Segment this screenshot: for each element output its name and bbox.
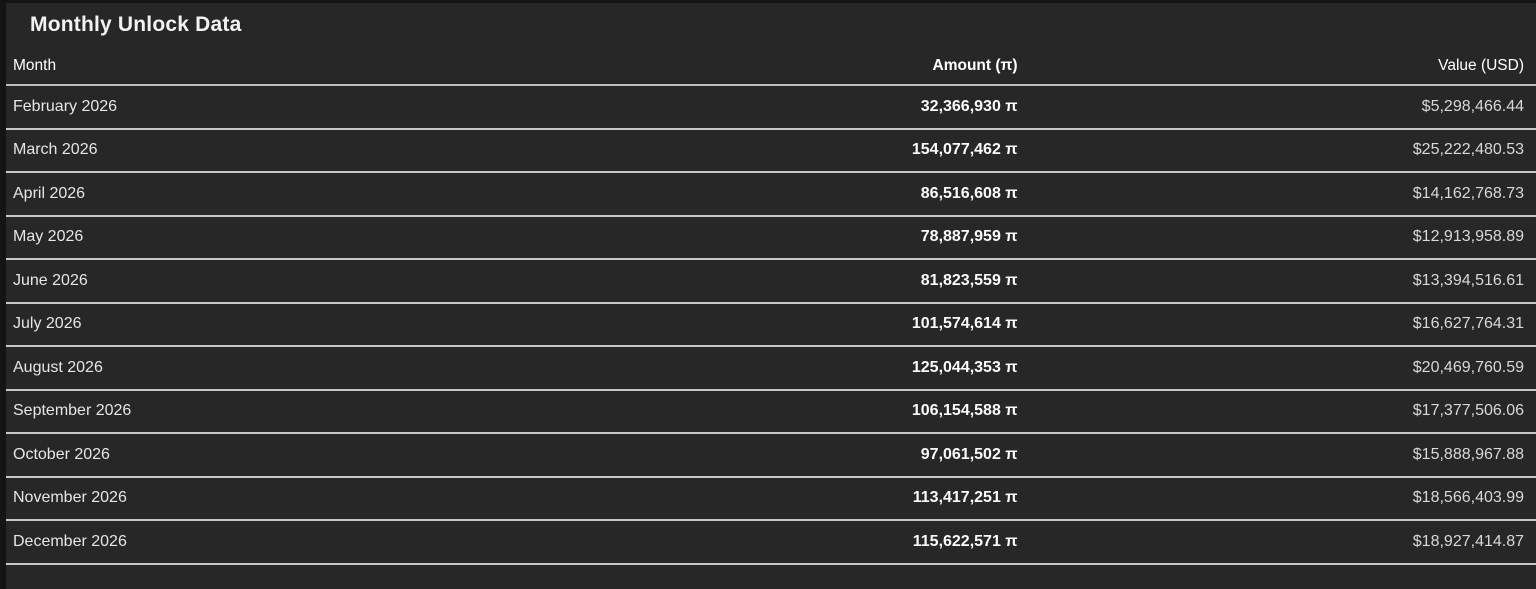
month-cell: August 2026	[6, 346, 511, 390]
table-row	[6, 85, 1536, 129]
month-cell: December 2026	[6, 520, 511, 564]
value-cell: $12,913,958.89	[1030, 216, 1536, 260]
month-cell: September 2026	[6, 390, 511, 434]
column-header-value: Value (USD)	[1030, 48, 1536, 85]
amount-cell: 113,417,251 π	[511, 477, 1030, 521]
month-cell: October 2026	[6, 433, 511, 477]
value-cell: $20,469,760.59	[1030, 346, 1536, 390]
month-cell: July 2026	[6, 303, 511, 347]
table-row	[6, 129, 1536, 173]
amount-cell: 97,061,502 π	[511, 433, 1030, 477]
value-cell: $18,566,403.99	[1030, 477, 1536, 521]
amount-cell: 154,077,462 π	[511, 129, 1030, 173]
value-cell: $14,162,768.73	[1030, 172, 1536, 216]
table-row	[6, 172, 1536, 216]
value-cell: $13,394,516.61	[1030, 259, 1536, 303]
value-cell: $5,298,466.44	[1030, 85, 1536, 129]
month-cell: May 2026	[6, 216, 511, 260]
month-cell: June 2026	[6, 259, 511, 303]
table-row	[6, 216, 1536, 260]
amount-cell: 81,823,559 π	[511, 259, 1030, 303]
month-cell: November 2026	[6, 477, 511, 521]
column-header-amount: Amount (π)	[511, 48, 1030, 85]
value-cell: $17,377,506.06	[1030, 390, 1536, 434]
value-cell: $25,222,480.53	[1030, 129, 1536, 173]
table-row	[6, 303, 1536, 347]
monthly-unlock-table	[6, 48, 1536, 565]
amount-cell: 32,366,930 π	[511, 85, 1030, 129]
month-cell: February 2026	[6, 85, 511, 129]
amount-cell: 101,574,614 π	[511, 303, 1030, 347]
amount-cell: 106,154,588 π	[511, 390, 1030, 434]
table-row	[6, 346, 1536, 390]
column-header-month: Month	[6, 48, 511, 85]
page-title: Monthly Unlock Data	[30, 13, 242, 36]
table-row	[6, 477, 1536, 521]
monthly-unlock-card	[6, 3, 1536, 589]
table-row	[6, 390, 1536, 434]
month-cell: April 2026	[6, 172, 511, 216]
table-header-row	[6, 48, 1536, 85]
value-cell: $16,627,764.31	[1030, 303, 1536, 347]
value-cell: $18,927,414.87	[1030, 520, 1536, 564]
table-row	[6, 433, 1536, 477]
table-row	[6, 520, 1536, 564]
amount-cell: 125,044,353 π	[511, 346, 1030, 390]
month-cell: March 2026	[6, 129, 511, 173]
amount-cell: 115,622,571 π	[511, 520, 1030, 564]
amount-cell: 86,516,608 π	[511, 172, 1030, 216]
table-row	[6, 259, 1536, 303]
value-cell: $15,888,967.88	[1030, 433, 1536, 477]
amount-cell: 78,887,959 π	[511, 216, 1030, 260]
